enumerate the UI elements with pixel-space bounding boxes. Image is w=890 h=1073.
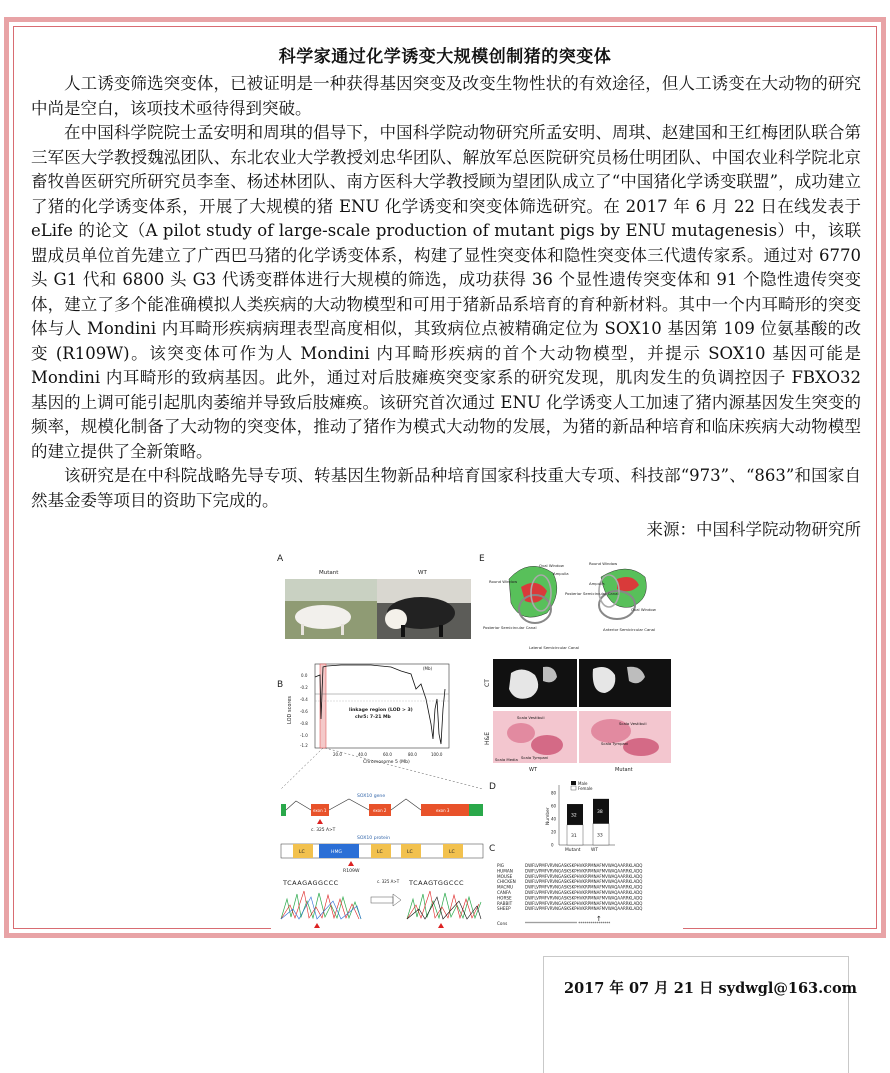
lod-ylabel: LOD scores bbox=[287, 695, 293, 724]
bar-female-label: 33 bbox=[597, 833, 603, 839]
label-anterior-canal: Anterior Semicircular Canal bbox=[603, 627, 656, 632]
species-seq: DWFLVPMFVRVNGASKSKPHVKRPMNAFMVWAQAARRKLADQ bbox=[525, 900, 643, 906]
label-ampulla-1: Ampulla bbox=[553, 571, 569, 576]
species-seq: DWFLVPMFVRVNGASKSKPHVKRPMNAFMVWAQAARRKLADQ bbox=[525, 868, 643, 874]
cons-arrow: ↑ bbox=[596, 915, 602, 923]
label-oval-window-2: Oval Window bbox=[631, 607, 656, 612]
lod-unit: (Mb) bbox=[423, 666, 433, 671]
panel-a-mutant-label: Mutant bbox=[319, 570, 339, 576]
exon1-label: exon 1 bbox=[313, 808, 327, 813]
e-wt-label: WT bbox=[529, 767, 537, 773]
label-posterior-canal-2: Posterior Semicircular Canal bbox=[565, 591, 619, 596]
bar-category-label: WT bbox=[591, 848, 599, 853]
exon2-label: exon 2 bbox=[373, 808, 387, 813]
label-round-window-2: Round Window bbox=[489, 579, 518, 584]
lod-y-tick: 0.0 bbox=[301, 673, 308, 678]
lod-y-tick: -0.2 bbox=[300, 685, 308, 690]
seq-right: TCAAGTGGCCC bbox=[409, 879, 465, 887]
he-label: H&E bbox=[484, 732, 491, 745]
bar-male-label: 32 bbox=[571, 813, 577, 819]
panel-c-label: C bbox=[489, 844, 496, 854]
species-label: RABBIT bbox=[497, 900, 513, 906]
species-seq: DWFLVPMFVRVNGASKSKPHVKRPMNAFMVWAQAARRKLADQ bbox=[525, 879, 643, 885]
arrow-head bbox=[393, 894, 401, 906]
label-scala-tympani-2: Scala Tympani bbox=[601, 741, 629, 746]
label-oval-window-1: Oval Window bbox=[539, 563, 564, 568]
panel-a-photo bbox=[285, 579, 471, 639]
bar-female-label: 31 bbox=[571, 833, 577, 839]
sox10-gene-diagram bbox=[281, 793, 483, 833]
chromatograms bbox=[281, 879, 481, 928]
label-scala-vestibuli-1: Scala Vestibuli bbox=[517, 715, 545, 720]
species-label: SHEEP bbox=[497, 906, 511, 912]
label-scala-tympani-1: Scala Tympani bbox=[521, 755, 549, 760]
lod-linkage-2: chr5: 7-21 Mb bbox=[355, 715, 391, 720]
exon3-label: exon 3 bbox=[436, 808, 450, 813]
lod-y-ticks bbox=[300, 673, 308, 748]
article-source: 来源：中国科学院动物研究所 bbox=[646, 520, 861, 539]
lod-y-tick: -0.8 bbox=[300, 721, 308, 726]
species-label: HUMAN bbox=[497, 868, 513, 874]
d-y-tick: 0 bbox=[551, 842, 554, 848]
hmg-label: HMG bbox=[331, 850, 342, 855]
gene-mutation-label: c. 325 A>T bbox=[311, 828, 336, 833]
lod-y-tick: -1.0 bbox=[300, 733, 308, 738]
paragraph-1: 人工诱变筛选突变体，已被证明是一种获得基因突变及改变生物性状的有效途径，但人工诱变在大动物的研究中尚是空白，该项技术亟待得到突破。 bbox=[31, 74, 861, 118]
legend-female-swatch bbox=[571, 786, 576, 790]
chromatogram-mutation-label: c. 325 A>T bbox=[377, 879, 400, 884]
species-label: HORSE bbox=[497, 895, 512, 901]
article-frame bbox=[4, 17, 886, 938]
panel-a-wt-label: WT bbox=[418, 570, 427, 576]
protein-label: SOX10 protein bbox=[357, 836, 391, 841]
article-title: 科学家通过化学诱变大规模创制猪的突变体 bbox=[278, 47, 612, 67]
lod-y-tick: -1.2 bbox=[300, 743, 308, 748]
ct-label: CT bbox=[484, 679, 491, 687]
d-y-tick: 40 bbox=[551, 816, 557, 822]
arrow-box bbox=[371, 897, 393, 903]
cons-seq: ************************** **************** bbox=[525, 921, 611, 926]
lod-plot bbox=[315, 664, 449, 748]
d-y-tick: 80 bbox=[551, 790, 557, 796]
panel-a-label: A bbox=[277, 554, 284, 564]
ct-images bbox=[493, 659, 671, 707]
lod-x-tick: 100.0 bbox=[431, 752, 443, 757]
species-seq: DWFLVPMFVRVNGASKSKPHVKRPMNAFMVWAQAARRKLADQ bbox=[525, 863, 643, 868]
species-label: CANFA bbox=[497, 890, 511, 895]
legend-male: Male bbox=[578, 781, 588, 786]
species-label: MACMU bbox=[497, 884, 514, 890]
label-round-window-1: Round Window bbox=[589, 561, 618, 566]
label-scala-media: Scala Media bbox=[495, 757, 518, 762]
lc-label-4: LC bbox=[449, 850, 455, 855]
e-mutant-label: Mutant bbox=[615, 767, 633, 773]
r109w-label: R109W bbox=[343, 869, 360, 874]
lod-y-tick: -0.4 bbox=[300, 697, 308, 702]
lc-label-1: LC bbox=[299, 850, 305, 855]
lod-x-tick: 20.0 bbox=[333, 752, 342, 757]
lod-x-tick: 60.0 bbox=[383, 752, 392, 757]
lc-label-2: LC bbox=[377, 850, 383, 855]
research-figure bbox=[271, 549, 683, 929]
bar-chart-d bbox=[545, 781, 615, 853]
d-y-tick: 20 bbox=[551, 829, 557, 835]
seq-left: TCAAGAGGCCC bbox=[283, 879, 339, 887]
label-lateral-canal: Lateral Semicircular Canal bbox=[529, 645, 579, 650]
label-posterior-canal-1: Posterior Semicircular Canal bbox=[483, 625, 537, 630]
paragraph-2: 在中国科学院院士孟安明和周琪的倡导下，中国科学院动物研究所孟安明、周琪、赵建国和王红梅团队联合第三军医大学教授魏泓团队、东北农业大学教授刘忠华团队、解放军总医院研究员杨仕明团队、中国农业科学院北京畜牧兽医研究所研究员李奎、杨述林团队、南方医科大学教授顾为望团队成立了“中国猪化学诱变联盟”，成功建立了猪的化学诱变体系，开展了大规模的猪 ENU 化学诱变和突变体筛选研究。在 2017 年 6 月 22 日在线发表于 eLife 的论文（A pilot study of large-scale production of mutant pigs by ENU mutagenesis）中，该联盟成员单位首先建立了广西巴马猪的化学诱变体系，构建了显性突变体和隐性突变体三代遗传家系。通过对 6770 头 G1 代和 6800 头 G3 代诱变群体进行大规模的筛选，成功获得 36 个显性遗传突变体和 91 个隐性遗传突变体，建立了多个能准确模拟人类疾病的大动物模型和可用于猪新品系培育的育种新材料。其中一个内耳畸形的突变体与人 Mondini 内耳畸形疾病病理表型高度相似，其致病位点被精确定位为 SOX10 基因第 109 位氨基酸的改变 (R109W)。该突变体可作为人 Mondini 内耳畸形疾病的首个大动物模型，并提示 SOX10 基因可能是 Mondini 内耳畸形的致病基因。此外，通过对后肢瘫痪突变家系的研究发现，肌肉发生的负调控因子 FBXO32 基因的上调可能引起肌肉萎缩并导致后肢瘫痪。该研究首次通过 ENU 化学诱变人工加速了猪内源基因发生突变的频率，规模化制备了大动物的突变体，推动了猪作为模式大动物的发展，为猪的新品种培育和临床疾病大动物模型的建立提供了全新策略。 bbox=[31, 123, 861, 461]
zoom-line-left bbox=[281, 748, 323, 789]
bar-male-label: 38 bbox=[597, 810, 603, 816]
label-ampulla-2: Ampulla bbox=[589, 581, 605, 586]
d-ylabel: Number bbox=[546, 807, 551, 825]
panel-e-label: E bbox=[479, 554, 485, 564]
footer-date-email: 2017 年 07 月 21 日 sydwgl@163.com bbox=[564, 980, 858, 997]
species-seq: DWFLVPMFVRVNGASKSKPHVKRPMNAFMVWAQAARRKLADQ bbox=[525, 906, 643, 912]
lod-y-tick: -0.6 bbox=[300, 709, 308, 714]
cons-label: Cons bbox=[497, 921, 508, 926]
legend-female: Female bbox=[578, 786, 593, 791]
alignment bbox=[497, 863, 642, 911]
lc-label-3: LC bbox=[407, 850, 413, 855]
panel-b-label: B bbox=[277, 680, 284, 690]
label-scala-vestibuli-2: Scala Vestibuli bbox=[619, 721, 647, 726]
footer-box bbox=[543, 956, 858, 1073]
zoom-line-right bbox=[325, 748, 483, 789]
sox10-protein-diagram bbox=[281, 835, 483, 874]
legend-male-swatch bbox=[571, 781, 576, 785]
species-seq: DWFLVPMFVRVNGASKSKPHVKRPMNAFMVWAQAARRKLADQ bbox=[525, 884, 643, 890]
panel-d-label: D bbox=[489, 782, 496, 792]
species-seq: DWFLVPMFVRVNGASKSKPHVKRPMNAFMVWAQAARRKLADQ bbox=[525, 873, 643, 879]
lod-x-tick: 80.0 bbox=[408, 752, 417, 757]
figure-svg bbox=[271, 549, 683, 929]
article-body bbox=[31, 72, 861, 513]
lod-x-tick: 40.0 bbox=[358, 752, 367, 757]
lod-linkage-1: linkage region (LOD > 3) bbox=[349, 708, 413, 713]
paragraph-3: 该研究是在中科院战略先导专项、转基因生物新品种培育国家科技重大专项、科技部“973”、“863”和国家自然基金委等项目的资助下完成的。 bbox=[31, 466, 861, 510]
d-y-tick: 60 bbox=[551, 803, 557, 809]
species-label: CHICKEN bbox=[497, 879, 516, 885]
bar-category-label: Mutant bbox=[565, 848, 581, 853]
species-label: MOUSE bbox=[497, 873, 513, 879]
species-seq: DWFLVPMFVRVNGASKSKPHVKRPMNAFMVWAQAARRKLADQ bbox=[525, 890, 643, 895]
species-seq: DWFLVPMFVRVNGASKSKPHVKRPMNAFMVWAQAARRKLADQ bbox=[525, 895, 643, 901]
gene-label: SOX10 gene bbox=[357, 794, 386, 799]
species-label: PIG bbox=[497, 863, 505, 868]
lod-xlabel: Chromosome 5 (Mb) bbox=[363, 760, 410, 765]
